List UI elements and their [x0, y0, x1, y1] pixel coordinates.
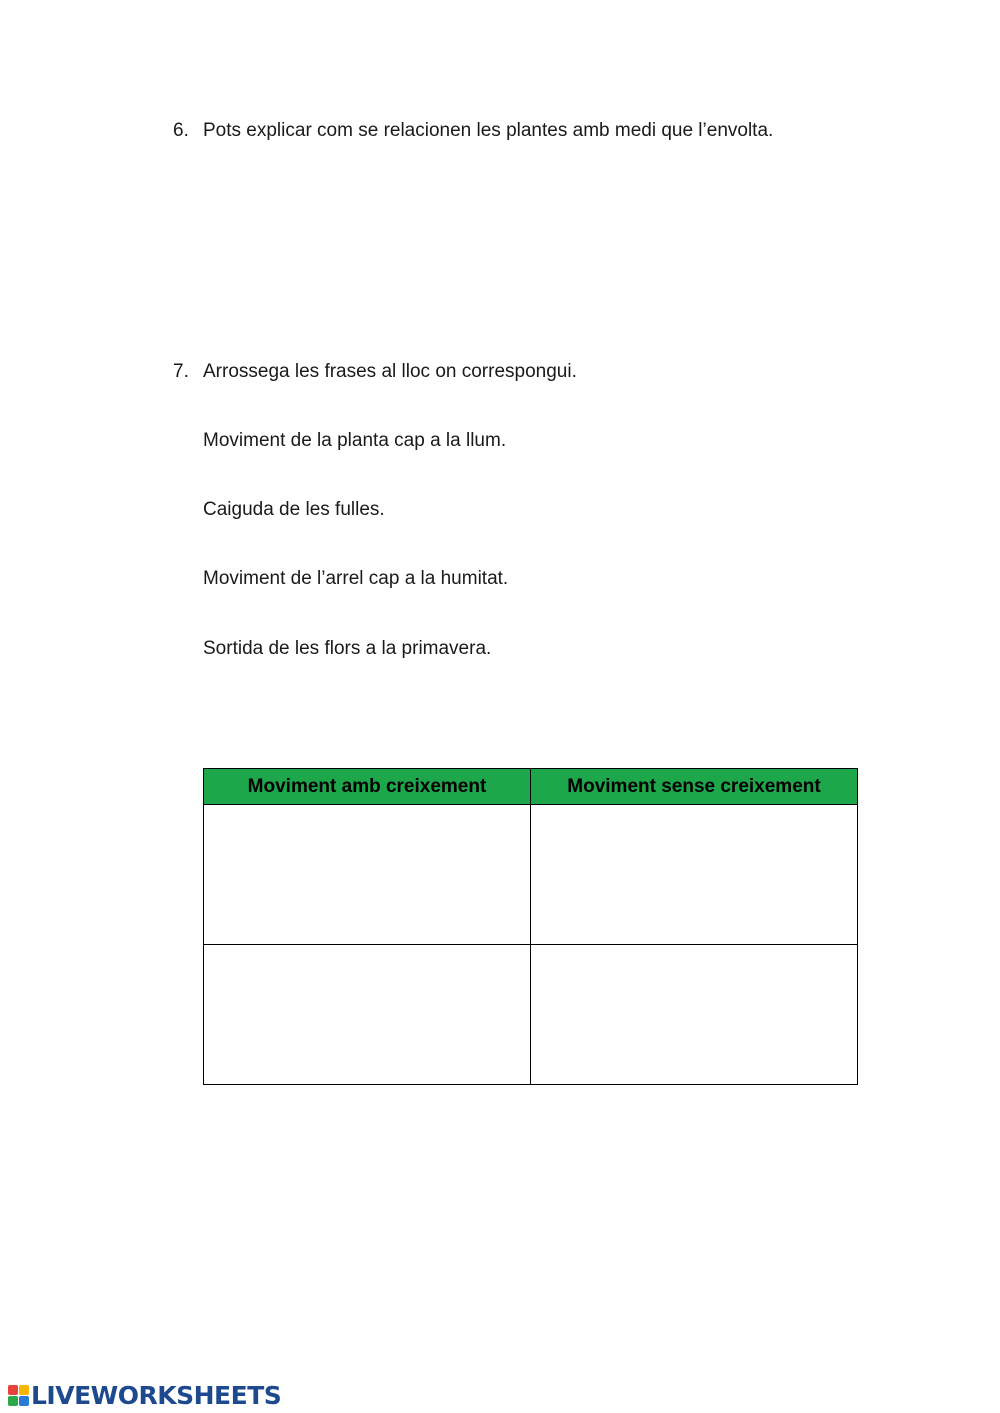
table-row: [204, 945, 858, 1085]
question-6-number: 6.: [173, 120, 189, 141]
drop-zone-without-growth-1[interactable]: [531, 805, 858, 945]
liveworksheets-logo-icon: [8, 1385, 29, 1406]
drag-phrase-leaf-fall[interactable]: Caiguda de les fulles.: [203, 499, 385, 520]
column-header-without-growth: Moviment sense creixement: [531, 769, 858, 805]
drag-phrase-spring-flowers[interactable]: Sortida de les flors a la primavera.: [203, 638, 492, 659]
sorting-table: [203, 768, 858, 1085]
drop-zone-with-growth-2[interactable]: [204, 945, 531, 1085]
column-header-with-growth: Moviment amb creixement: [204, 769, 531, 805]
drop-zone-with-growth-1[interactable]: [204, 805, 531, 945]
question-7-text: Arrossega les frases al lloc on correspongui.: [203, 361, 577, 382]
drop-zone-without-growth-2[interactable]: [531, 945, 858, 1085]
table-row: [204, 805, 858, 945]
question-7-number: 7.: [173, 361, 189, 382]
table-header-row: [204, 769, 858, 805]
liveworksheets-logo: [8, 1380, 281, 1410]
question-6-text: Pots explicar com se relacionen les plantes amb medi que l’envolta.: [203, 120, 774, 141]
logo-text: LIVEWORKSHEETS: [31, 1380, 282, 1410]
drag-phrase-root-movement[interactable]: Moviment de l’arrel cap a la humitat.: [203, 568, 509, 589]
drag-phrase-light-movement[interactable]: Moviment de la planta cap a la llum.: [203, 430, 507, 451]
